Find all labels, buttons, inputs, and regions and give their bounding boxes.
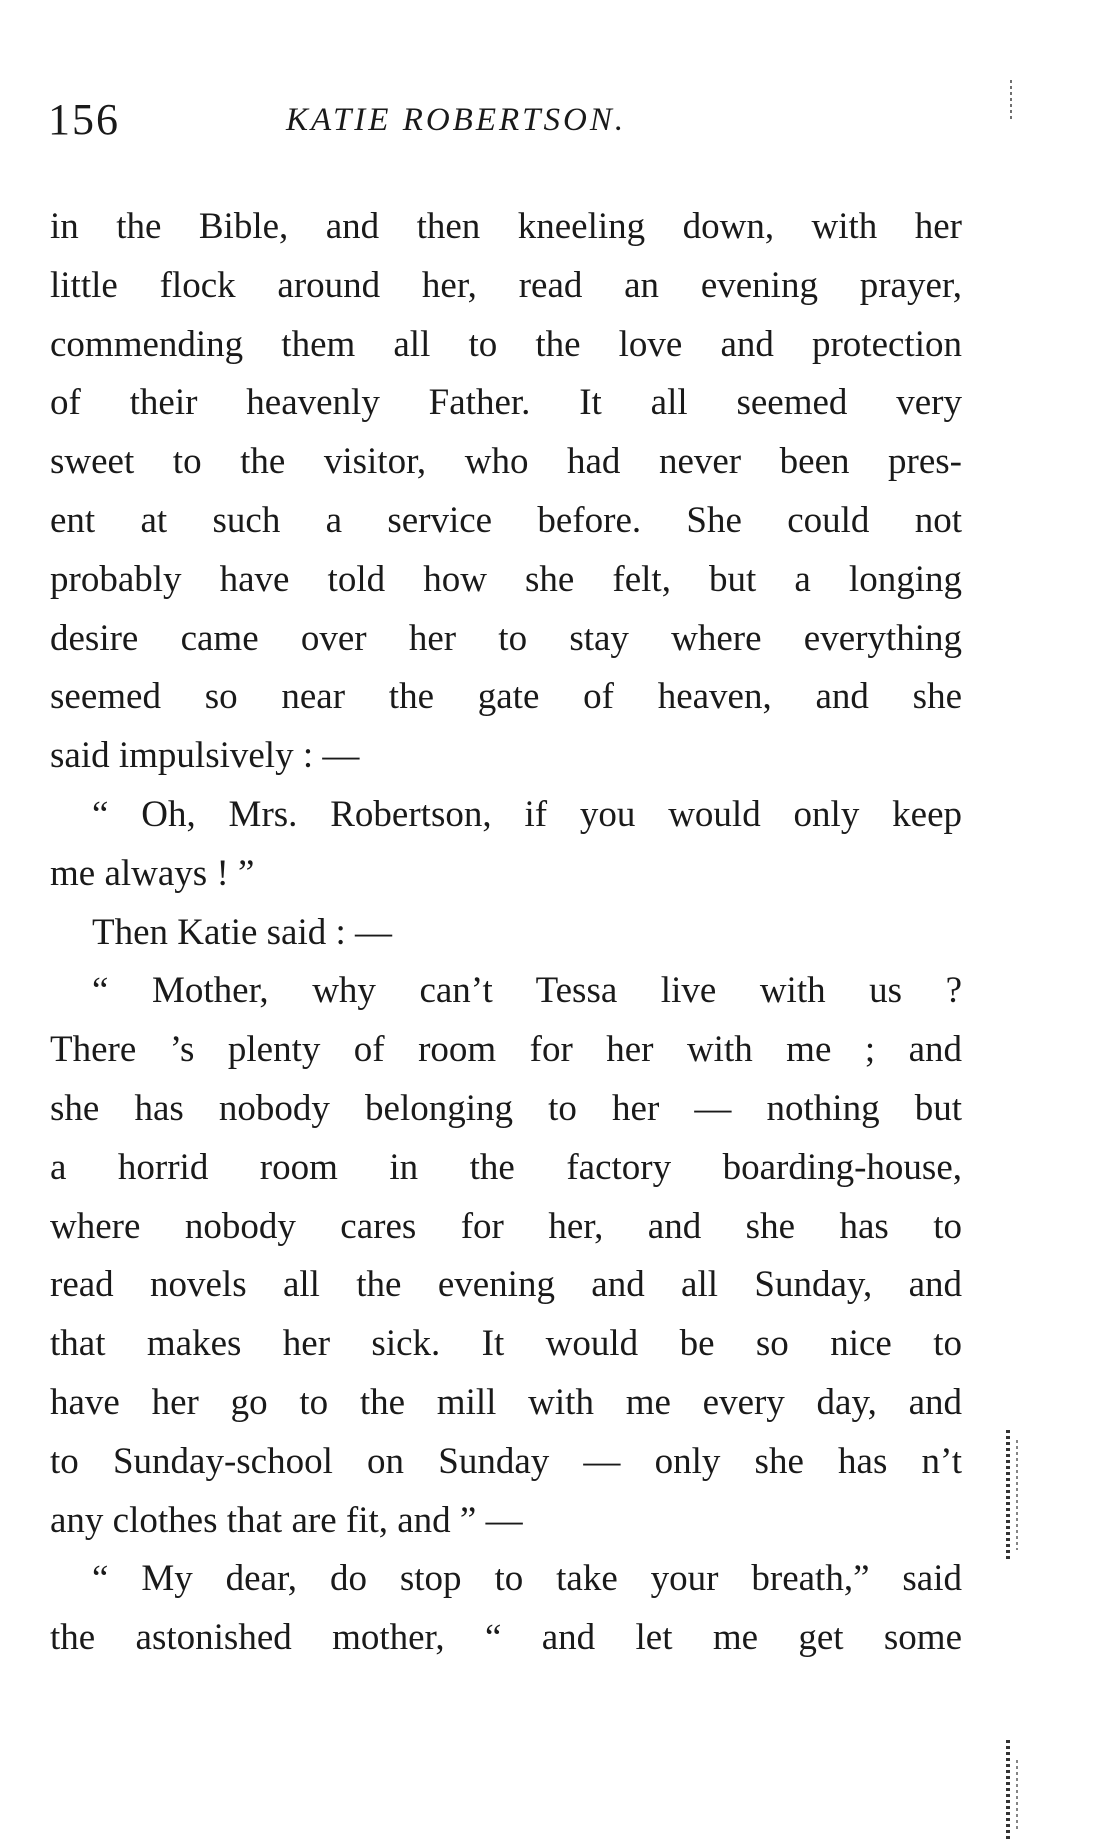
text-line: to Sunday-school on Sunday — only she has n’t [50, 1440, 962, 1482]
scan-margin-mark [1016, 1440, 1018, 1550]
text-line: “ Mother, why can’t Tessa live with us ? [92, 970, 962, 1012]
text-line: There ’s plenty of room for her with me ; and [50, 1029, 962, 1071]
text-line: a horrid room in the factory boarding-house, [50, 1146, 962, 1188]
text-line: seemed so near the gate of heaven, and she [50, 676, 962, 718]
text-line: of their heavenly Father. It all seemed very [50, 382, 962, 424]
page-header [48, 90, 948, 150]
text-line: little flock around her, read an evening prayer, [50, 264, 962, 306]
scan-margin-mark [1016, 1760, 1018, 1830]
body-text [50, 198, 962, 1668]
text-line: ent at such a service before. She could not [50, 499, 962, 541]
text-line: where nobody cares for her, and she has to [50, 1205, 962, 1247]
text-line: have her go to the mill with me every day, and [50, 1381, 962, 1423]
text-line: probably have told how she felt, but a longing [50, 558, 962, 600]
text-line: sweet to the visitor, who had never been pres- [50, 441, 962, 483]
text-line: read novels all the evening and all Sunday, and [50, 1264, 962, 1306]
scan-margin-mark [1006, 1740, 1010, 1840]
page-number: 156 [48, 95, 120, 144]
text-line: “ My dear, do stop to take your breath,” said [92, 1558, 962, 1600]
running-title: KATIE ROBERTSON. [286, 102, 627, 138]
text-line: Then Katie said : — [92, 911, 393, 953]
text-line: me always ! ” [50, 852, 255, 894]
scan-margin-mark [1006, 1430, 1010, 1560]
scan-margin-mark [1010, 80, 1012, 122]
text-line: in the Bible, and then kneeling down, with her [50, 206, 962, 247]
text-line: “ Oh, Mrs. Robertson, if you would only keep [92, 793, 962, 835]
text-line: any clothes that are fit, and ” — [50, 1499, 523, 1541]
text-line: desire came over her to stay where everything [50, 617, 962, 659]
text-line: she has nobody belonging to her — nothing but [50, 1087, 962, 1129]
text-line: said impulsively : — [50, 735, 360, 777]
text-line: commending them all to the love and protection [50, 323, 962, 365]
text-line: the astonished mother, “ and let me get some [50, 1617, 962, 1659]
text-line: that makes her sick. It would be so nice to [50, 1323, 962, 1365]
